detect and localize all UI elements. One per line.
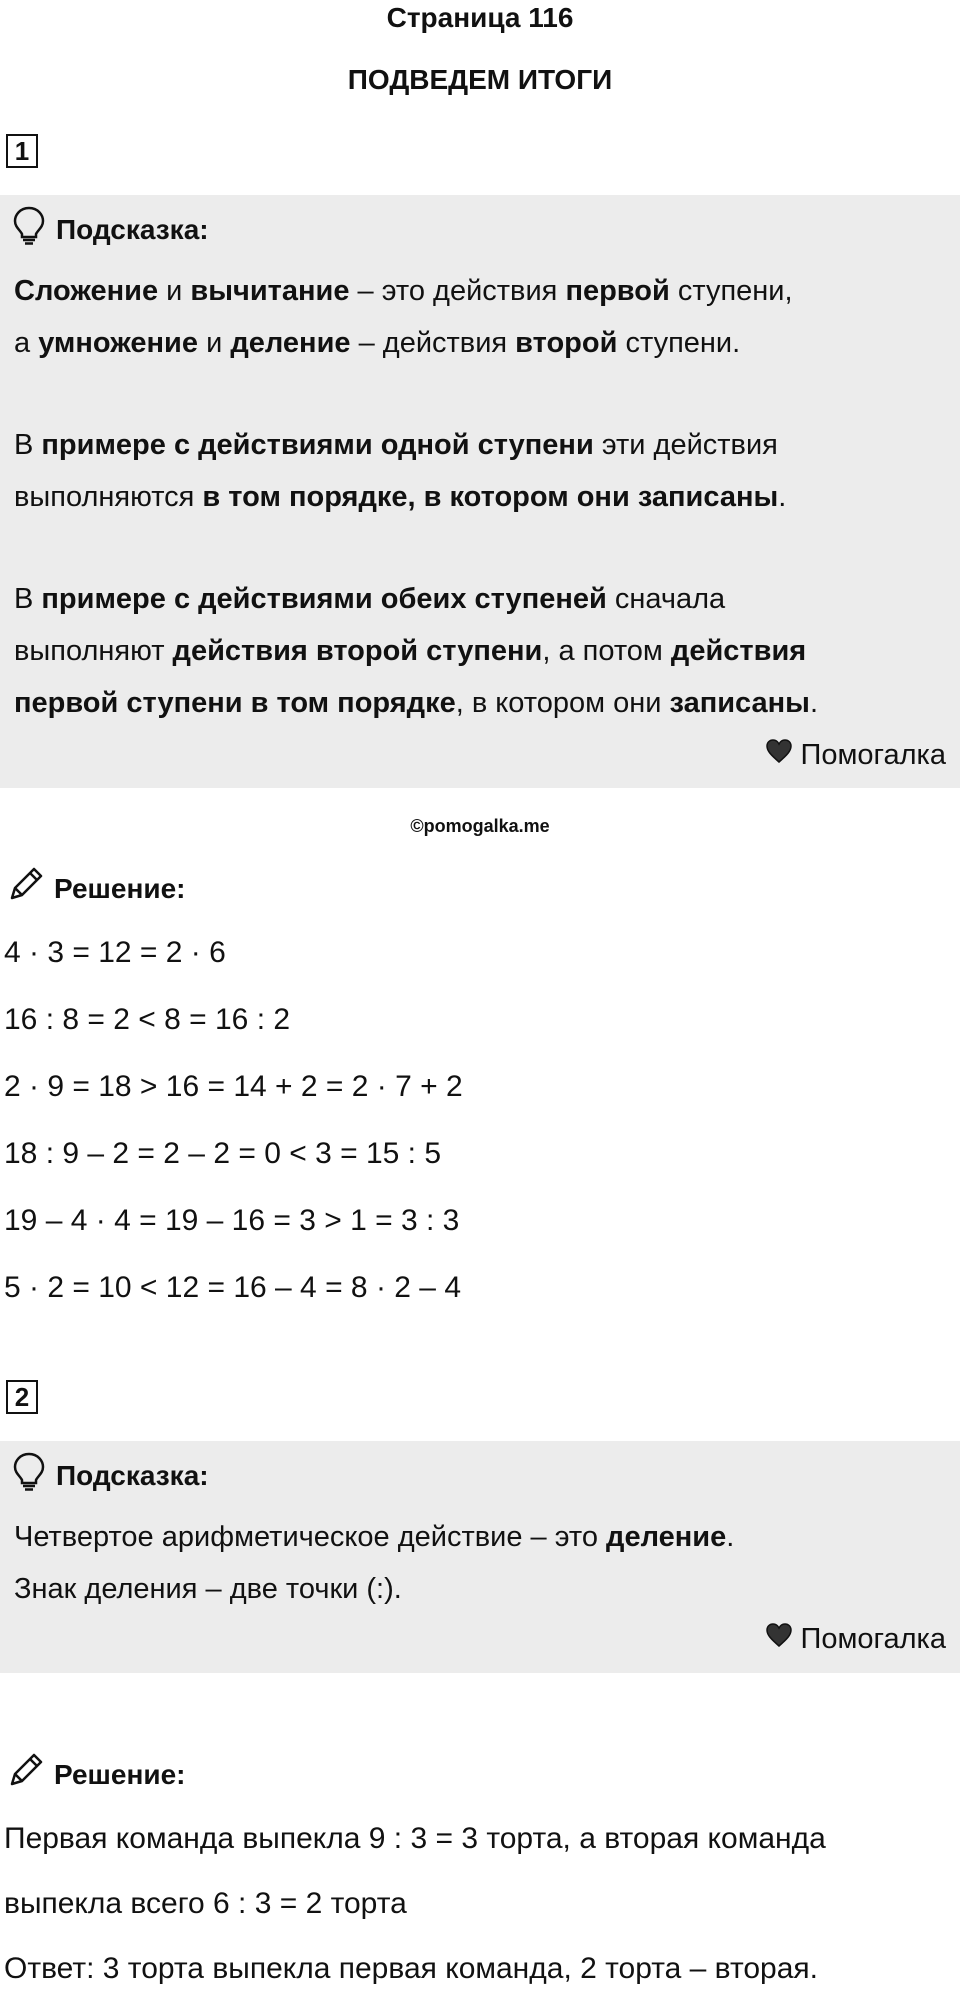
- page-title: Страница 116: [386, 2, 574, 33]
- solution-line: 18 : 9 – 2 = 2 – 2 = 0 < 3 = 15 : 5: [4, 1137, 442, 1170]
- text-run: записаны: [669, 687, 810, 719]
- task-number-2: 2: [6, 1380, 38, 1414]
- solution-label: Решение:: [54, 872, 186, 904]
- lightbulb-icon: [12, 1451, 56, 1500]
- text-run: умножение: [38, 327, 199, 359]
- pencil-icon: [6, 1750, 54, 1799]
- text-run: В: [14, 429, 42, 461]
- text-run: и: [158, 275, 191, 307]
- hint-paragraph: [14, 1511, 944, 1615]
- text-run: в том порядке, в котором они записаны: [202, 481, 779, 513]
- brand-signature: [765, 1619, 946, 1659]
- text-run: , в котором они: [455, 687, 670, 719]
- solution-line: выпекла всего 6 : 3 = 2 торта: [4, 1887, 407, 1920]
- solution-header-1: [6, 864, 185, 913]
- text-run: .: [778, 481, 787, 513]
- solution-line: Первая команда выпекла 9 : 3 = 3 торта, а вторая команда: [4, 1822, 826, 1855]
- text-run: В: [14, 583, 42, 615]
- text-run: первой: [565, 275, 670, 307]
- text-run: эти действия: [593, 429, 778, 461]
- hint-box-2: [0, 1441, 960, 1673]
- pencil-icon: [6, 864, 54, 913]
- solution-line: 4 · 3 = 12 = 2 · 6: [4, 936, 226, 969]
- solution-header-2: [6, 1750, 185, 1799]
- text-run: выполняются: [14, 481, 203, 513]
- solution-line: 2 · 9 = 18 > 16 = 14 + 2 = 2 · 7 + 2: [4, 1070, 463, 1103]
- hint-header: [12, 1451, 209, 1500]
- text-run: ступени,: [669, 275, 793, 307]
- task-number-1: 1: [6, 134, 38, 168]
- text-run: Знак деления – две точки (:).: [14, 1573, 402, 1605]
- solution-line: 5 · 2 = 10 < 12 = 16 – 4 = 8 · 2 – 4: [4, 1271, 462, 1304]
- brand-signature: [765, 735, 946, 775]
- text-run: а: [14, 327, 39, 359]
- text-run: Сложение: [14, 275, 159, 307]
- text-run: .: [809, 687, 819, 719]
- text-run: вычитание: [190, 275, 350, 307]
- text-run: Четвертое арифметическое действие – это: [14, 1521, 607, 1553]
- hint-label: Подсказка:: [56, 1459, 209, 1491]
- copyright-text: ©pomogalka.me: [410, 816, 550, 836]
- hint-header: [12, 205, 209, 254]
- lightbulb-icon: [12, 205, 56, 254]
- text-run: сначала: [606, 583, 726, 615]
- text-run: примере с действиями обеих ступеней: [41, 583, 607, 615]
- text-run: действия: [670, 635, 807, 667]
- text-run: второй: [515, 327, 618, 359]
- text-run: деление: [606, 1521, 727, 1553]
- text-run: примере с действиями одной ступени: [41, 429, 594, 461]
- text-run: и: [198, 327, 231, 359]
- brand-label: Помогалка: [800, 739, 946, 771]
- solution-line: Ответ: 3 торта выпекла первая команда, 2 торта – вторая.: [4, 1952, 818, 1985]
- hint-paragraph: [14, 419, 944, 523]
- text-run: первой ступени в том порядке: [14, 687, 456, 719]
- solution-line: 19 – 4 · 4 = 19 – 16 = 3 > 1 = 3 : 3: [4, 1204, 460, 1237]
- brand-label: Помогалка: [800, 1623, 946, 1655]
- text-run: деление: [230, 327, 351, 359]
- text-run: выполняют: [14, 635, 173, 667]
- hint-box-1: [0, 195, 960, 788]
- heart-icon: [765, 1619, 801, 1659]
- text-run: ступени.: [617, 327, 741, 359]
- text-run: – это действия: [349, 275, 566, 307]
- text-run: – действия: [350, 327, 516, 359]
- solution-line: 16 : 8 = 2 < 8 = 16 : 2: [4, 1003, 291, 1036]
- hint-paragraph: [14, 573, 944, 729]
- heart-icon: [765, 735, 801, 775]
- hint-label: Подсказка:: [56, 213, 209, 245]
- solution-label: Решение:: [54, 1758, 186, 1790]
- hint-paragraph: [14, 265, 944, 369]
- text-run: .: [726, 1521, 735, 1553]
- text-run: , а потом: [542, 635, 671, 667]
- text-run: действия второй ступени: [172, 635, 543, 667]
- section-title: ПОДВЕДЕМ ИТОГИ: [347, 64, 613, 95]
